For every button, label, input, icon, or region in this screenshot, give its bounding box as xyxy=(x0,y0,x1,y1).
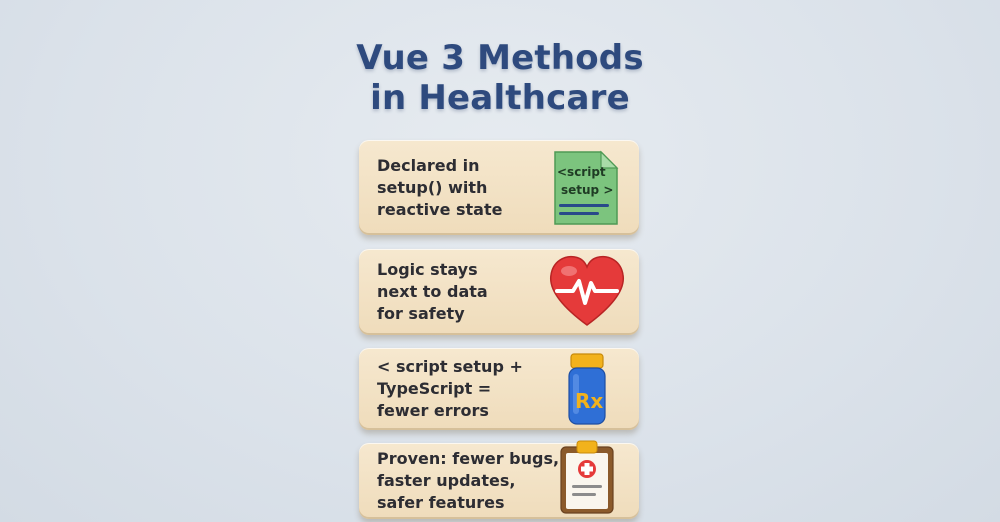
card-line: Logic stays xyxy=(377,260,478,279)
page-title xyxy=(0,38,1000,118)
pill-bottle-icon xyxy=(563,352,611,426)
card-line: < script setup + xyxy=(377,357,523,376)
card-line: TypeScript = xyxy=(377,379,492,398)
title-line-2: in Healthcare xyxy=(370,78,630,118)
card-line: Declared in xyxy=(377,155,480,175)
icon-setup-text: setup > xyxy=(561,183,614,197)
card-proven xyxy=(359,443,639,519)
script-file-icon xyxy=(549,148,621,228)
heart-pulse-icon xyxy=(547,253,627,329)
card-text xyxy=(377,140,502,235)
card-text xyxy=(377,249,488,335)
card-line: next to data xyxy=(377,282,488,301)
card-line: for safety xyxy=(377,304,465,323)
title-line-1: Vue 3 Methods xyxy=(356,38,644,78)
card-setup-reactive xyxy=(359,140,639,235)
card-line: safer features xyxy=(377,493,505,512)
card-logic-data xyxy=(359,249,639,335)
card-line: setup() with xyxy=(377,177,488,197)
card-line: faster updates, xyxy=(377,471,516,490)
card-line: fewer errors xyxy=(377,401,489,420)
card-text xyxy=(377,443,559,519)
icon-rx-text: Rx xyxy=(575,389,604,413)
card-text xyxy=(377,348,523,430)
clipboard-icon xyxy=(557,439,617,517)
card-line: reactive state xyxy=(377,199,503,219)
icon-script-text: <script xyxy=(557,165,606,179)
card-typescript xyxy=(359,348,639,430)
card-line: Proven: fewer bugs, xyxy=(377,449,560,468)
